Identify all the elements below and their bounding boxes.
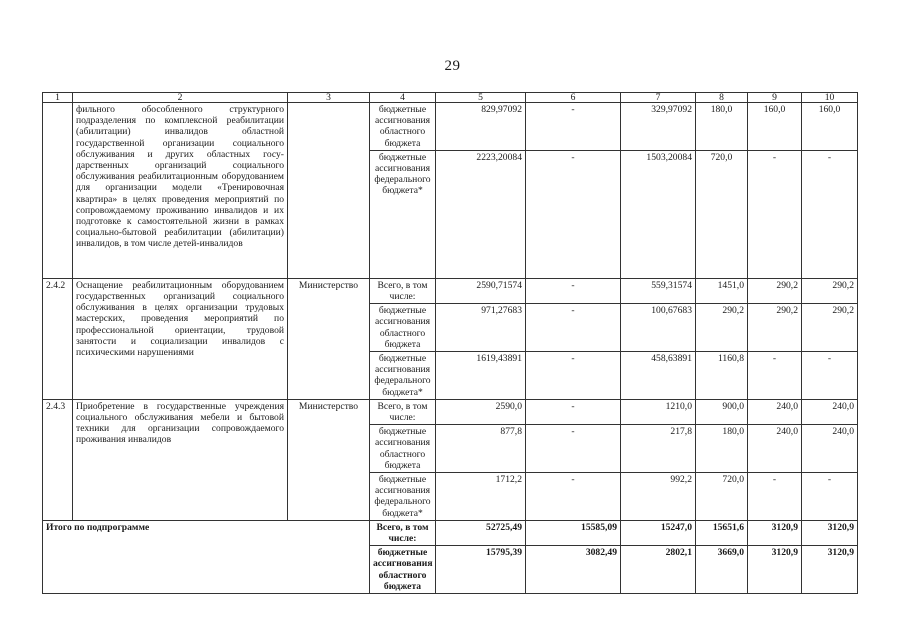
value-cell: - xyxy=(526,304,621,352)
value-cell: 2590,71574 xyxy=(436,278,526,303)
value-cell: 290,2 xyxy=(748,278,802,303)
col-header: 4 xyxy=(370,93,436,103)
value-cell: 900,0 xyxy=(696,399,748,424)
item-executor: Министерство xyxy=(288,278,370,399)
value-cell: - xyxy=(748,352,802,400)
value-cell: 1160,8 xyxy=(696,352,748,400)
value-cell: 290,2 xyxy=(802,304,858,352)
value-cell: 3669,0 xyxy=(696,546,748,594)
value-cell: 971,27683 xyxy=(436,304,526,352)
value-cell: 458,63891 xyxy=(621,352,696,400)
value-cell: 15585,09 xyxy=(526,520,621,545)
value-cell: 290,2 xyxy=(696,304,748,352)
total-row xyxy=(43,520,858,545)
page-number: 29 xyxy=(444,58,461,74)
value-cell: 160,0 xyxy=(802,103,858,151)
table-row xyxy=(43,103,858,151)
col-header: 8 xyxy=(696,93,748,103)
funding-source: бюджетные ассигнования областного бюджета xyxy=(370,304,436,352)
item-description: Оснащение реабилитационным оборудованием государственных организаций социального обслуживания в целях организации трудовых мастерских, проведения мероприятий по профессиональной ориентации, трудовой занятости и социализации инвалидов с психическими нарушениями xyxy=(73,278,288,399)
value-cell: 290,2 xyxy=(748,304,802,352)
value-cell: 3120,9 xyxy=(748,546,802,594)
value-cell: 2802,1 xyxy=(621,546,696,594)
item-number xyxy=(43,103,73,279)
item-description: фильного обособленного структурного подразделения по комплексной реабилитации (абилитации) инвалидов областной государственной организации социального обслуживания и других областных государственных организаций социального обслуживания реабилитационным оборудованием для организации модели «Тренировочная квартира» в целях проведения мероприятий по сопровождаемому проживанию инвалидов и их подготовке к самостоятельной жизни в рамках социально-бытовой реабилитации (абилитации) инвалидов, в том числе детей-инвалидов xyxy=(73,103,288,279)
value-cell: 15795,39 xyxy=(436,546,526,594)
item-executor xyxy=(288,103,370,279)
funding-source: бюджетные ассигнования областного бюджета xyxy=(370,546,436,594)
funding-source: бюджетные ассигнования федерального бюджета* xyxy=(370,473,436,521)
value-cell: - xyxy=(802,150,858,278)
value-cell: - xyxy=(526,473,621,521)
table-row xyxy=(43,399,858,424)
value-cell: - xyxy=(526,425,621,473)
value-cell: 877,8 xyxy=(436,425,526,473)
value-cell: 2223,20084 xyxy=(436,150,526,278)
value-cell: 3082,49 xyxy=(526,546,621,594)
value-cell: - xyxy=(526,150,621,278)
value-cell: 3120,9 xyxy=(802,520,858,545)
funding-source: бюджетные ассигнования областного бюджета xyxy=(370,425,436,473)
value-cell: - xyxy=(526,103,621,151)
value-cell: 720,0 xyxy=(696,473,748,521)
value-cell: - xyxy=(748,473,802,521)
value-cell: 240,0 xyxy=(748,399,802,424)
value-cell: 1619,43891 xyxy=(436,352,526,400)
funding-source: Всего, в том числе: xyxy=(370,278,436,303)
col-header: 10 xyxy=(802,93,858,103)
value-cell: - xyxy=(526,278,621,303)
value-cell: 559,31574 xyxy=(621,278,696,303)
col-header: 7 xyxy=(621,93,696,103)
item-number: 2.4.3 xyxy=(43,399,73,520)
col-header: 9 xyxy=(748,93,802,103)
value-cell: - xyxy=(526,352,621,400)
value-cell: 100,67683 xyxy=(621,304,696,352)
funding-source: бюджетные ассигнования федерального бюджета* xyxy=(370,150,436,278)
value-cell: 240,0 xyxy=(802,399,858,424)
col-header: 6 xyxy=(526,93,621,103)
value-cell: 180,0 xyxy=(696,103,748,151)
funding-source: бюджетные ассигнования федерального бюджета* xyxy=(370,352,436,400)
value-cell: - xyxy=(802,352,858,400)
value-cell: 240,0 xyxy=(802,425,858,473)
value-cell: - xyxy=(802,473,858,521)
subprogram-table xyxy=(42,92,858,594)
value-cell: 15247,0 xyxy=(621,520,696,545)
value-cell: - xyxy=(526,399,621,424)
value-cell: 1712,2 xyxy=(436,473,526,521)
value-cell: 217,8 xyxy=(621,425,696,473)
value-cell: 1503,20084 xyxy=(621,150,696,278)
header-row xyxy=(43,93,858,103)
value-cell: 15651,6 xyxy=(696,520,748,545)
total-label: Итого по подпрограмме xyxy=(43,520,370,593)
value-cell: 1451,0 xyxy=(696,278,748,303)
funding-source: бюджетные ассигнования областного бюджета xyxy=(370,103,436,151)
value-cell: 52725,49 xyxy=(436,520,526,545)
value-cell: 3120,9 xyxy=(802,546,858,594)
funding-source: Всего, в том числе: xyxy=(370,520,436,545)
col-header: 1 xyxy=(43,93,73,103)
value-cell: 160,0 xyxy=(748,103,802,151)
value-cell: 240,0 xyxy=(748,425,802,473)
col-header: 3 xyxy=(288,93,370,103)
value-cell: 992,2 xyxy=(621,473,696,521)
value-cell: 720,0 xyxy=(696,150,748,278)
col-header: 5 xyxy=(436,93,526,103)
value-cell: - xyxy=(748,150,802,278)
item-number: 2.4.2 xyxy=(43,278,73,399)
value-cell: 329,97092 xyxy=(621,103,696,151)
item-executor: Министерство xyxy=(288,399,370,520)
value-cell: 2590,0 xyxy=(436,399,526,424)
item-description: Приобретение в государственные учреждения социального обслуживания мебели и бытовой техники для организации сопровождаемого проживания инвалидов xyxy=(73,399,288,520)
value-cell: 829,97092 xyxy=(436,103,526,151)
value-cell: 3120,9 xyxy=(748,520,802,545)
table-row xyxy=(43,278,858,303)
col-header: 2 xyxy=(73,93,288,103)
value-cell: 1210,0 xyxy=(621,399,696,424)
value-cell: 180,0 xyxy=(696,425,748,473)
value-cell: 290,2 xyxy=(802,278,858,303)
funding-source: Всего, в том числе: xyxy=(370,399,436,424)
